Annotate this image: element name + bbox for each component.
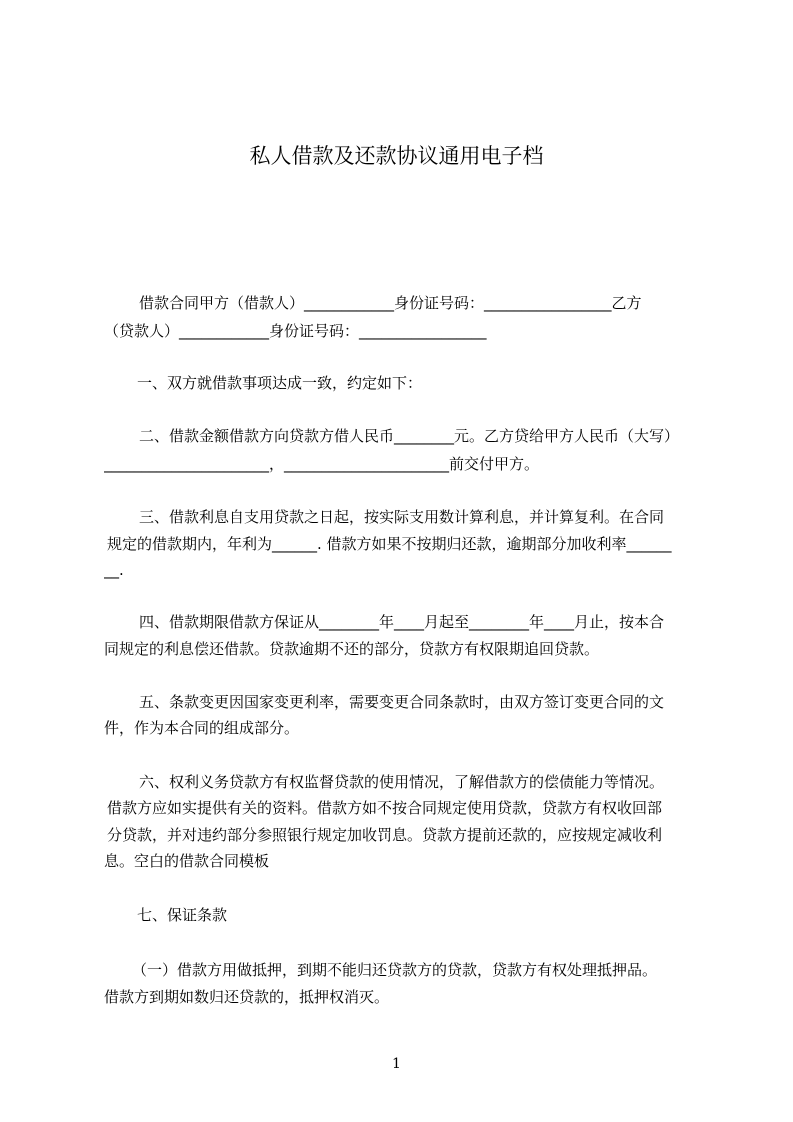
clause-5-line-2: 件，作为本合同的组成部分。: [104, 719, 300, 737]
clause-2-line-2: ______________________，______________________前交付甲方。: [104, 455, 540, 473]
document-title: 私人借款及还款协议通用电子档: [249, 144, 544, 168]
clause-4-line-1: 四、借款期限借款方保证从________年____月起至________年____月止，按本合: [139, 613, 665, 631]
clause-6-line-1: 六、权利义务贷款方有权监督贷款的使用情况，了解借款方的偿债能力等情况。: [139, 773, 665, 791]
parties-line-1: 借款合同甲方（借款人）____________身份证号码：_________________乙方: [139, 294, 642, 312]
clause-6-line-4: 息。空白的借款合同模板: [104, 852, 270, 870]
parties-line-2: （贷款人）____________身份证号码：_________________: [104, 322, 487, 340]
clause-3-line-1: 三、借款利息自支用贷款之日起，按实际支用数计算利息，并计算复利。在合同: [139, 508, 665, 526]
clause-7-heading: 七、保证条款: [137, 906, 228, 924]
page-number: 1: [392, 1056, 401, 1072]
clause-2-line-1: 二、借款金额借款方向贷款方借人民币________元。乙方贷给甲方人民币（大写）: [139, 427, 680, 445]
clause-5-line-1: 五、条款变更因国家变更利率，需要变更合同条款时，由双方签订变更合同的文: [139, 693, 665, 711]
clause-3-line-3: __.: [104, 561, 124, 579]
clause-3-line-2: 规定的借款期内，年利为______. 借款方如果不按期归还款，逾期部分加收利率______: [107, 535, 672, 553]
clause-7-1-line-2: 借款方到期如数归还贷款的，抵押权消灭。: [104, 988, 390, 1006]
clause-4-line-2: 同规定的利息偿还借款。贷款逾期不还的部分，贷款方有权限期追回贷款。: [104, 640, 600, 658]
clause-6-line-3: 分贷款，并对违约部分参照银行规定加收罚息。贷款方提前还款的，应按规定减收利: [107, 826, 663, 844]
clause-7-1-line-1: （一）借款方用做抵押，到期不能归还贷款方的贷款，贷款方有权处理抵押品。: [132, 961, 658, 979]
clause-1: 一、双方就借款事项达成一致，约定如下：: [137, 374, 423, 392]
clause-6-line-2: 借款方应如实提供有关的资料。借款方如不按合同规定使用贷款，贷款方有权收回部: [107, 799, 663, 817]
